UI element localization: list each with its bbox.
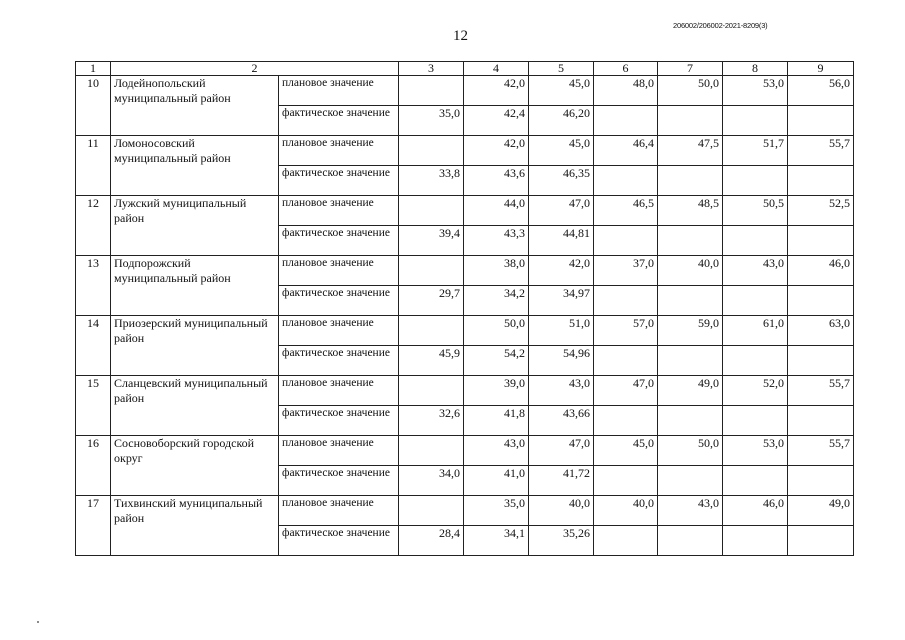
plan-value: 46,0 (788, 256, 854, 286)
row-number: 10 (76, 76, 111, 136)
fact-value: 35,0 (399, 106, 464, 136)
fact-value (658, 346, 723, 376)
plan-value: 63,0 (788, 316, 854, 346)
fact-value: 54,2 (464, 346, 529, 376)
fact-value (788, 346, 854, 376)
fact-value (788, 166, 854, 196)
fact-value: 32,6 (399, 406, 464, 436)
plan-value: 47,5 (658, 136, 723, 166)
fact-value (594, 286, 658, 316)
plan-value: 38,0 (464, 256, 529, 286)
fact-value: 43,6 (464, 166, 529, 196)
plan-value: 50,0 (658, 436, 723, 466)
fact-value (788, 406, 854, 436)
plan-value: 43,0 (658, 496, 723, 526)
fact-value (788, 286, 854, 316)
fact-value (594, 346, 658, 376)
plan-value (399, 496, 464, 526)
plan-value: 56,0 (788, 76, 854, 106)
plan-value: 40,0 (658, 256, 723, 286)
district-name: Подпорожский муниципальный район (111, 256, 279, 316)
district-name: Приозерский муниципальный район (111, 316, 279, 376)
header-cell: 1 (76, 62, 111, 76)
district-name: Ломоносовский муниципальный район (111, 136, 279, 196)
plan-value: 39,0 (464, 376, 529, 406)
fact-value: 46,35 (529, 166, 594, 196)
fact-value (723, 106, 788, 136)
plan-value: 43,0 (529, 376, 594, 406)
plan-value: 42,0 (464, 76, 529, 106)
plan-value: 45,0 (529, 136, 594, 166)
fact-value (788, 526, 854, 556)
plan-value: 42,0 (464, 136, 529, 166)
fact-value (658, 466, 723, 496)
row-number: 15 (76, 376, 111, 436)
plan-value: 45,0 (529, 76, 594, 106)
plan-value: 48,0 (594, 76, 658, 106)
plan-value: 47,0 (594, 376, 658, 406)
indicator-table (75, 61, 854, 556)
fact-value: 29,7 (399, 286, 464, 316)
plan-value (399, 256, 464, 286)
fact-value (594, 406, 658, 436)
header-row (76, 62, 854, 76)
row-number: 12 (76, 196, 111, 256)
fact-value: 34,2 (464, 286, 529, 316)
fact-value: 43,3 (464, 226, 529, 256)
fact-value: 33,8 (399, 166, 464, 196)
fact-value: 43,66 (529, 406, 594, 436)
fact-label: фактическое значение (279, 526, 399, 556)
row-number: 16 (76, 436, 111, 496)
fact-value: 34,0 (399, 466, 464, 496)
plan-value: 47,0 (529, 436, 594, 466)
fact-value: 34,1 (464, 526, 529, 556)
plan-value (399, 316, 464, 346)
plan-value: 50,0 (658, 76, 723, 106)
plan-label: плановое значение (279, 376, 399, 406)
plan-value: 59,0 (658, 316, 723, 346)
plan-value: 49,0 (788, 496, 854, 526)
fact-value (658, 106, 723, 136)
plan-value: 47,0 (529, 196, 594, 226)
district-name: Лужский муниципальный район (111, 196, 279, 256)
plan-label: плановое значение (279, 136, 399, 166)
header-cell: 2 (111, 62, 399, 76)
fact-value (594, 166, 658, 196)
fact-label: фактическое значение (279, 346, 399, 376)
plan-value (399, 76, 464, 106)
plan-value: 53,0 (723, 76, 788, 106)
plan-value: 55,7 (788, 376, 854, 406)
fact-value (788, 466, 854, 496)
plan-value: 50,5 (723, 196, 788, 226)
table-row (76, 496, 854, 526)
plan-value: 48,5 (658, 196, 723, 226)
fact-value (594, 466, 658, 496)
fact-value: 42,4 (464, 106, 529, 136)
row-number: 11 (76, 136, 111, 196)
fact-value: 45,9 (399, 346, 464, 376)
fact-value (594, 526, 658, 556)
row-number: 13 (76, 256, 111, 316)
fact-value (723, 226, 788, 256)
header-cell: 8 (723, 62, 788, 76)
fact-label: фактическое значение (279, 466, 399, 496)
plan-value: 46,5 (594, 196, 658, 226)
plan-label: плановое значение (279, 196, 399, 226)
document-code: 206002/206002-2021-8209(3) (673, 21, 768, 30)
fact-value: 35,26 (529, 526, 594, 556)
plan-value: 55,7 (788, 436, 854, 466)
plan-label: плановое значение (279, 316, 399, 346)
fact-value (594, 226, 658, 256)
plan-label: плановое значение (279, 256, 399, 286)
row-number: 17 (76, 496, 111, 556)
fact-value (658, 526, 723, 556)
plan-label: плановое значение (279, 496, 399, 526)
table-row (76, 316, 854, 346)
fact-label: фактическое значение (279, 406, 399, 436)
fact-value (788, 106, 854, 136)
fact-value (723, 166, 788, 196)
plan-value: 52,0 (723, 376, 788, 406)
header-cell: 5 (529, 62, 594, 76)
table-row (76, 136, 854, 166)
fact-value (788, 226, 854, 256)
plan-value: 55,7 (788, 136, 854, 166)
plan-value (399, 136, 464, 166)
fact-value (594, 106, 658, 136)
fact-value: 44,81 (529, 226, 594, 256)
fact-value (658, 226, 723, 256)
table-row (76, 196, 854, 226)
fact-value: 39,4 (399, 226, 464, 256)
fact-value (723, 406, 788, 436)
fact-value: 41,0 (464, 466, 529, 496)
fact-label: фактическое значение (279, 226, 399, 256)
fact-label: фактическое значение (279, 166, 399, 196)
fact-value (658, 166, 723, 196)
header-cell: 6 (594, 62, 658, 76)
district-name: Тихвинский муниципальный район (111, 496, 279, 556)
plan-value: 42,0 (529, 256, 594, 286)
header-cell: 7 (658, 62, 723, 76)
plan-value: 49,0 (658, 376, 723, 406)
plan-value: 44,0 (464, 196, 529, 226)
fact-value (658, 406, 723, 436)
plan-value: 46,0 (723, 496, 788, 526)
fact-value: 34,97 (529, 286, 594, 316)
plan-value: 52,5 (788, 196, 854, 226)
district-name: Сосновоборский городской округ (111, 436, 279, 496)
table-row (76, 76, 854, 106)
fact-value: 28,4 (399, 526, 464, 556)
plan-value: 43,0 (464, 436, 529, 466)
fact-value: 46,20 (529, 106, 594, 136)
plan-value: 40,0 (529, 496, 594, 526)
plan-value: 40,0 (594, 496, 658, 526)
fact-value (723, 466, 788, 496)
plan-value: 57,0 (594, 316, 658, 346)
plan-value: 46,4 (594, 136, 658, 166)
fact-value (723, 286, 788, 316)
plan-label: плановое значение (279, 436, 399, 466)
header-cell: 4 (464, 62, 529, 76)
plan-value: 50,0 (464, 316, 529, 346)
scan-speck (37, 621, 39, 623)
fact-label: фактическое значение (279, 286, 399, 316)
plan-value: 43,0 (723, 256, 788, 286)
fact-value (723, 346, 788, 376)
plan-value: 51,0 (529, 316, 594, 346)
fact-label: фактическое значение (279, 106, 399, 136)
table-row (76, 436, 854, 466)
plan-value: 45,0 (594, 436, 658, 466)
plan-value (399, 436, 464, 466)
plan-value: 37,0 (594, 256, 658, 286)
plan-value: 53,0 (723, 436, 788, 466)
row-number: 14 (76, 316, 111, 376)
fact-value: 41,72 (529, 466, 594, 496)
plan-value (399, 196, 464, 226)
table-row (76, 256, 854, 286)
plan-value (399, 376, 464, 406)
fact-value (658, 286, 723, 316)
district-name: Сланцевский муниципальный район (111, 376, 279, 436)
header-cell: 3 (399, 62, 464, 76)
table-row (76, 376, 854, 406)
plan-value: 35,0 (464, 496, 529, 526)
plan-value: 51,7 (723, 136, 788, 166)
header-cell: 9 (788, 62, 854, 76)
fact-value (723, 526, 788, 556)
district-name: Лодейнопольский муниципальный район (111, 76, 279, 136)
plan-value: 61,0 (723, 316, 788, 346)
page-number: 12 (453, 28, 468, 44)
fact-value: 41,8 (464, 406, 529, 436)
plan-label: плановое значение (279, 76, 399, 106)
fact-value: 54,96 (529, 346, 594, 376)
